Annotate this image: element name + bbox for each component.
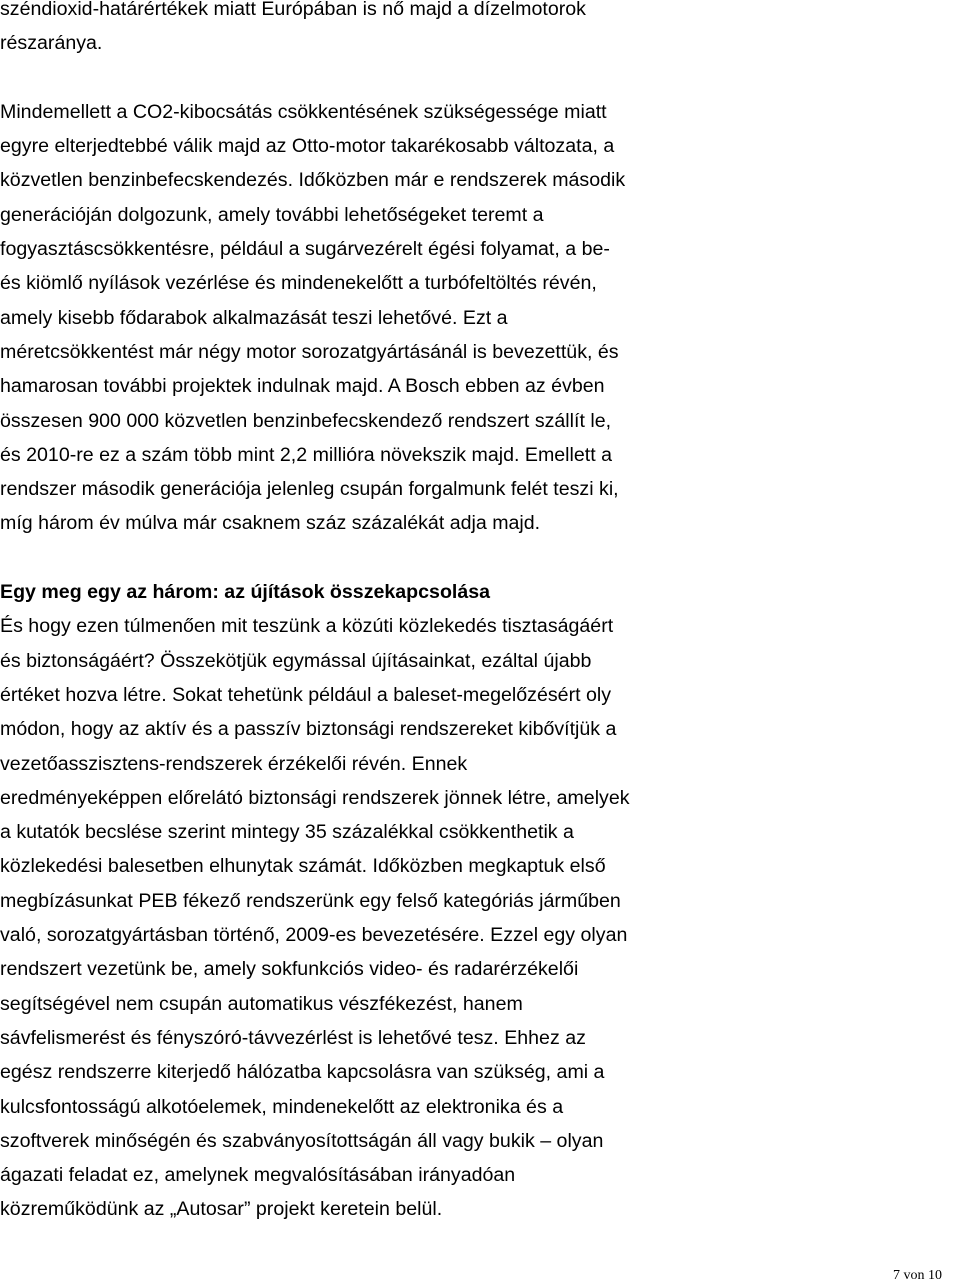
paragraph-bottom [0, 609, 700, 1226]
text-line: rendszer második generációja jelenleg csupán forgalmunk felét teszi ki, [0, 478, 619, 501]
text-line: egyre elterjedtebbé válik majd az Otto-motor takarékosabb változata, a [0, 135, 615, 158]
text-line: fogyasztáscsökkentésre, például a sugárvezérelt égési folyamat, a be- [0, 238, 610, 261]
text-line: módon, hogy az aktív és a passzív biztonsági rendszereket kibővítjük a [0, 718, 617, 741]
text-line: generációján dolgozunk, amely további lehetőségeket teremt a [0, 203, 544, 226]
text-line: és 2010-re ez a szám több mint 2,2 millióra növekszik majd. Emellett a [0, 443, 613, 466]
text-line: hamarosan további projektek indulnak majd. A Bosch ebben az évben [0, 375, 605, 398]
paragraph-top [0, 0, 700, 61]
text-line: És hogy ezen túlmenően mit teszünk a közúti közlekedés tisztaságáért [0, 615, 614, 638]
text-line: részaránya. [0, 32, 103, 55]
text-line: a kutatók becslése szerint mintegy 35 százalékkal csökkenthetik a [0, 821, 574, 844]
text-line: sávfelismerést és fényszóró-távvezérlést is lehetővé tesz. Ehhez az [0, 1026, 586, 1049]
text-line: egész rendszerre kiterjedő hálózatba kapcsolásra van szükség, ami a [0, 1061, 605, 1084]
text-line: közlekedési balesetben elhunytak számát. Időközben megkaptuk első [0, 855, 606, 878]
paragraph-spacer [0, 61, 700, 95]
text-line: összesen 900 000 közvetlen benzinbefecskendező rendszert szállít le, [0, 409, 612, 432]
paragraph-spacer [0, 541, 700, 575]
text-line: méretcsökkentést már négy motor sorozatgyártásánál is bevezettük, és [0, 340, 619, 363]
paragraph-mid [0, 95, 700, 541]
text-line: és kiömlő nyílások vezérlése és mindenekelőtt a turbófeltöltés révén, [0, 272, 597, 295]
text-line: kulcsfontosságú alkotóelemek, mindenekelőtt az elektronika és a [0, 1095, 564, 1118]
text-line: ágazati feladat ez, amelynek megvalósításában irányadóan [0, 1164, 516, 1187]
page-number: 7 von 10 [893, 1268, 942, 1283]
text-line: széndioxid-határértékek miatt Európában is nő majd a dízelmotorok [0, 0, 586, 20]
text-line: megbízásunkat PEB fékező rendszerünk egy felső kategóriás járműben [0, 889, 621, 912]
text-line: közreműködünk az „Autosar” projekt keretein belül. [0, 1198, 443, 1221]
text-line: segítségével nem csupán automatikus vészfékezést, hanem [0, 992, 523, 1015]
text-line: amely kisebb fődarabok alkalmazását teszi lehetővé. Ezt a [0, 306, 508, 329]
text-line: közvetlen benzinbefecskendezés. Időközben már e rendszerek második [0, 169, 626, 192]
text-line: vezetőasszisztens-rendszerek érzékelői révén. Ennek [0, 752, 468, 775]
text-line: Mindemellett a CO2-kibocsátás csökkentésének szükségessége miatt [0, 100, 607, 123]
text-line: szoftverek minőségén és szabványosítottságán áll vagy bukik – olyan [0, 1129, 604, 1152]
text-line: való, sorozatgyártásban történő, 2009-es bevezetésére. Ezzel egy olyan [0, 924, 628, 947]
text-line: rendszert vezetünk be, amely sokfunkciós video- és radarérzékelői [0, 958, 579, 981]
section-heading: Egy meg egy az három: az újítások összekapcsolása [0, 581, 491, 604]
text-line: és biztonságáért? Összekötjük egymással újításainkat, ezáltal újabb [0, 649, 592, 672]
text-line: míg három év múlva már csaknem száz százalékát adja majd. [0, 512, 541, 535]
text-line: eredményeképpen előrelátó biztonsági rendszerek jönnek létre, amelyek [0, 786, 630, 809]
text-line: értéket hozva létre. Sokat tehetünk például a baleset-megelőzésért oly [0, 683, 612, 706]
